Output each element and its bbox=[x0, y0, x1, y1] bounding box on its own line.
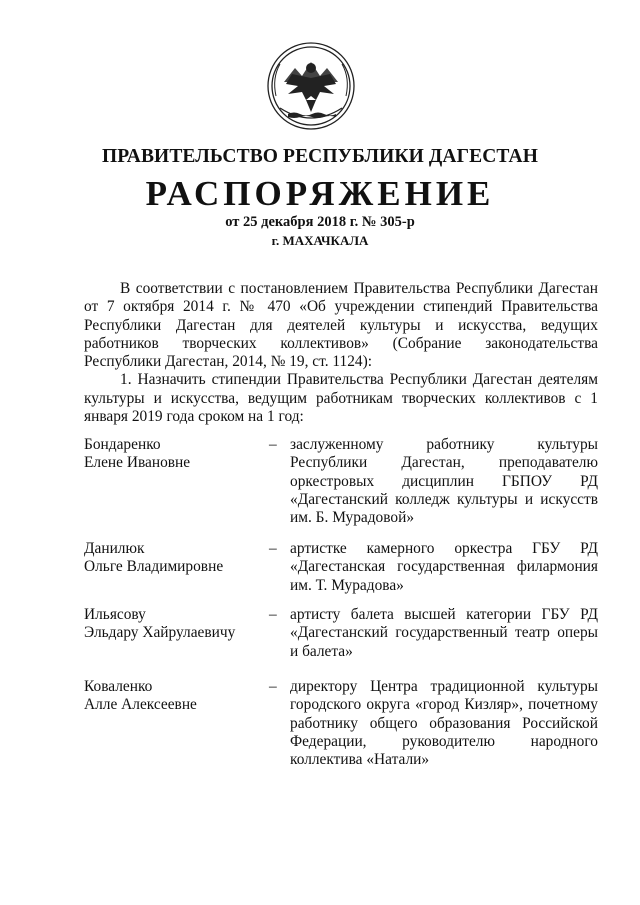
recipient-description: артистке камерного оркестра ГБУ РД «Дагестанская государственная филармония им. Т. Мурадова» bbox=[290, 540, 598, 594]
separator-dash: – bbox=[269, 540, 277, 557]
document-body bbox=[84, 280, 598, 426]
preamble-paragraph: В соответствии с постановлением Правительства Республики Дагестан от 7 октября 2014 г. № 470 «Об учреждении стипендий Правительства Республики Дагестан для деятелей культуры и искусства, ведущих работников творческих коллективов» (Собрание законодательства Республики Дагестан, 2014, № 19, ст. 1124): bbox=[84, 280, 598, 371]
recipient-name bbox=[84, 606, 254, 643]
recipient-surname: Бондаренко bbox=[84, 436, 161, 453]
recipient-name bbox=[84, 678, 254, 715]
recipient-description: директору Центра традиционной культуры городского округа «город Кизляр», почетному работнику общего образования Российской Федерации, руководителю народного коллектива «Натали» bbox=[290, 678, 598, 769]
government-title: ПРАВИТЕЛЬСТВО РЕСПУБЛИКИ ДАГЕСТАН bbox=[101, 146, 538, 167]
separator-dash: – bbox=[269, 678, 277, 695]
item-1-paragraph: 1. Назначить стипендии Правительства Республики Дагестан деятелям культуры и искусства, ведущим работникам творческих коллективов с 1 января 2019 года сроком на 1 год: bbox=[84, 371, 598, 426]
document-city: г. МАХАЧКАЛА bbox=[271, 233, 369, 248]
separator-dash: – bbox=[269, 606, 277, 623]
recipient-given-name: Ольге Владимировне bbox=[84, 558, 224, 576]
document-date-number: от 25 декабря 2018 г. № 305-р bbox=[225, 214, 415, 230]
recipient-description: артисту балета высшей категории ГБУ РД «Дагестанский государственный театр оперы и балета» bbox=[290, 606, 598, 660]
dagestan-coat-of-arms-emblem bbox=[262, 38, 360, 134]
recipient-given-name: Алле Алексеевне bbox=[84, 696, 197, 714]
recipient-surname: Ильясову bbox=[84, 606, 146, 623]
document-type-title: РАСПОРЯЖЕНИЕ bbox=[145, 174, 495, 213]
recipient-name bbox=[84, 436, 254, 473]
recipient-name bbox=[84, 540, 254, 577]
separator-dash: – bbox=[269, 436, 277, 453]
recipient-given-name: Елене Ивановне bbox=[84, 454, 191, 472]
recipient-surname: Коваленко bbox=[84, 678, 153, 695]
recipient-description: заслуженному работнику культуры Республики Дагестан, преподавателю оркестровых дисциплин ГБПОУ РД «Дагестанский колледж культуры и искусств им. Б. Мурадовой» bbox=[290, 436, 598, 527]
recipient-surname: Данилюк bbox=[84, 540, 145, 557]
recipient-given-name: Эльдару Хайрулаевичу bbox=[84, 624, 236, 642]
